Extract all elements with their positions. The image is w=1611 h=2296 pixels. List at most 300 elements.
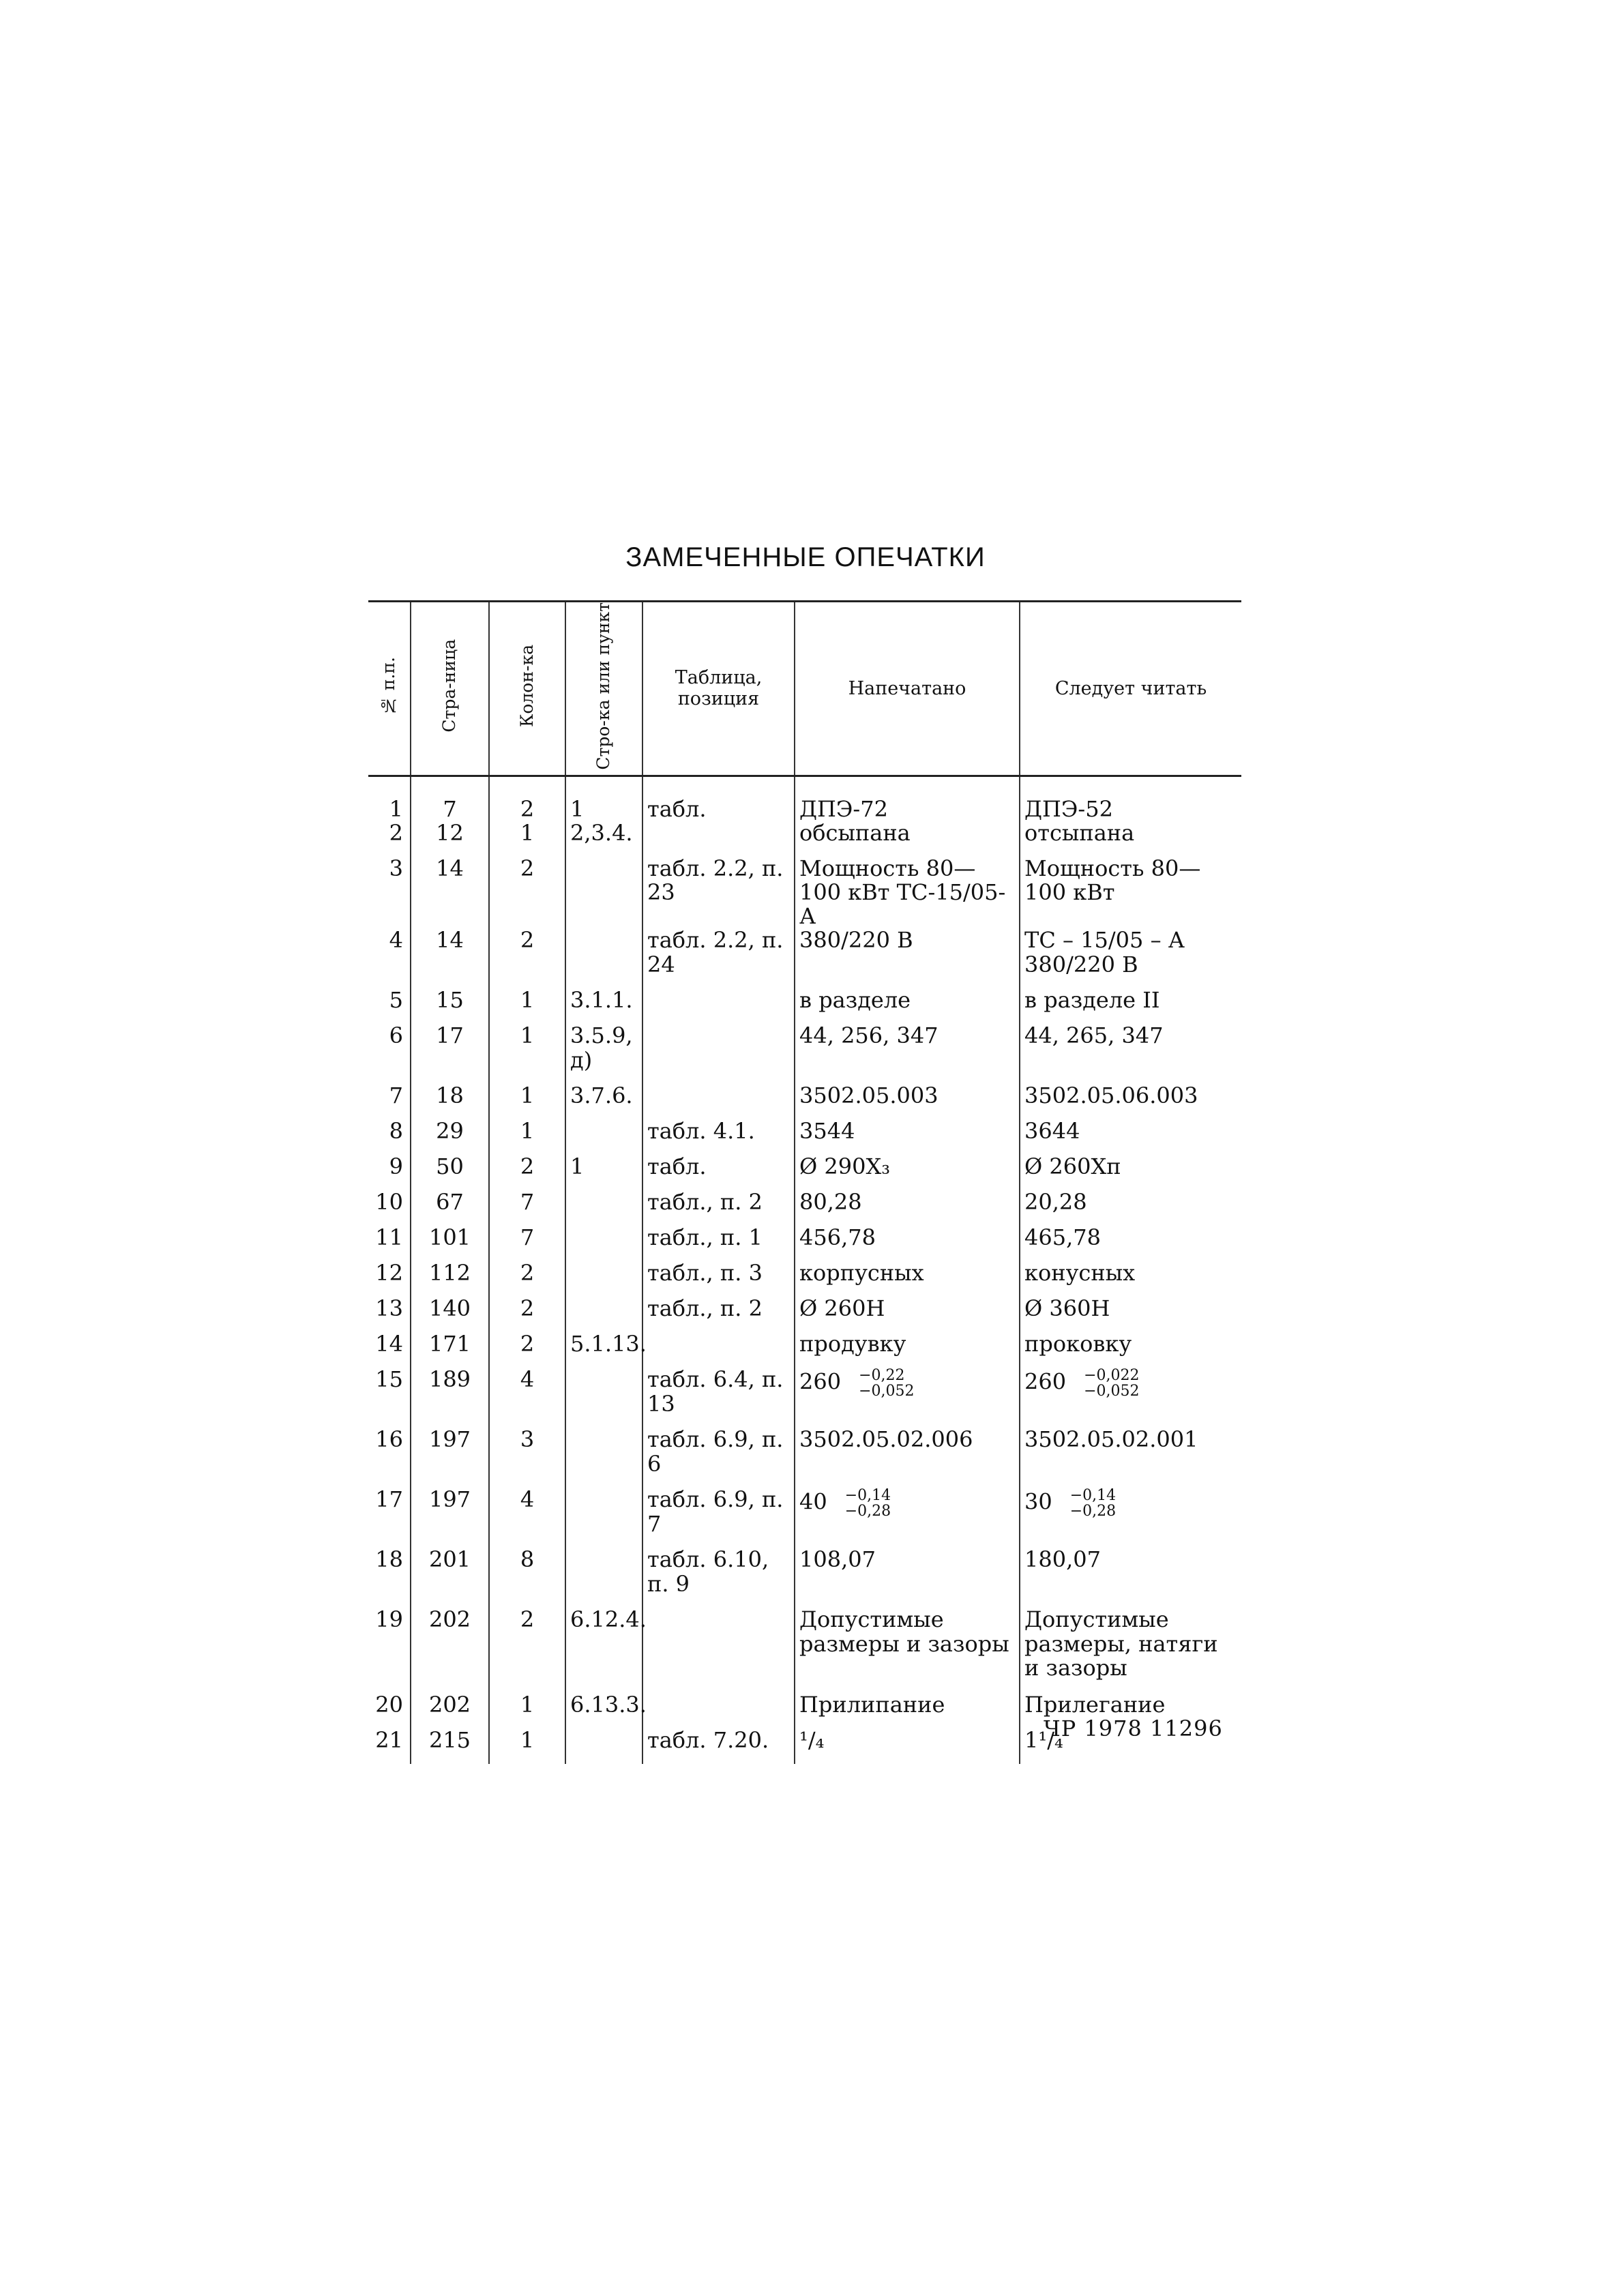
cell-correct-text: 180,07	[1024, 1546, 1101, 1573]
cell-column	[489, 776, 565, 821]
cell-line-text: 1	[570, 1153, 585, 1180]
cell-column	[489, 988, 565, 1024]
header-line: Стро-ка или пункт	[565, 602, 642, 776]
cell-printed	[795, 1084, 1020, 1119]
header-should-read: Следует читать	[1020, 602, 1241, 776]
cell-printed	[795, 1297, 1020, 1332]
cell-correct-text: 30	[1024, 1488, 1052, 1515]
cell-printed	[795, 1428, 1020, 1488]
cell-table-position	[642, 1488, 795, 1548]
cell-line	[565, 988, 642, 1024]
cell-printed-text: в разделе	[799, 987, 911, 1014]
cell-page	[411, 988, 489, 1024]
cell-no	[368, 1428, 411, 1488]
cell-printed	[795, 1119, 1020, 1155]
cell-no-text: 5	[389, 987, 403, 1014]
cell-printed-text: продувку	[799, 1331, 906, 1357]
cell-no	[368, 1693, 411, 1728]
cell-correct-text: 465,78	[1024, 1224, 1101, 1251]
table-row	[368, 1608, 1241, 1693]
cell-page	[411, 1608, 489, 1693]
errata-table	[368, 600, 1241, 1764]
cell-line	[565, 1297, 642, 1332]
cell-no	[368, 1226, 411, 1261]
cell-printed-text: 260	[799, 1368, 842, 1395]
cell-page-text: 202	[428, 1692, 471, 1718]
cell-table-position	[642, 1368, 795, 1428]
cell-table-position-text: табл. 6.10, п. 9	[647, 1546, 769, 1597]
cell-no	[368, 988, 411, 1024]
cell-no-text: 16	[375, 1426, 403, 1453]
cell-printed-text: Ø 260Н	[799, 1295, 885, 1322]
cell-line	[565, 1606, 647, 1693]
cell-column	[489, 1693, 565, 1728]
cell-table-position-text: табл., п. 2	[647, 1189, 763, 1216]
cell-column-text: 2	[520, 1295, 535, 1322]
cell-correct-text: 44, 265, 347	[1024, 1022, 1164, 1049]
cell-printed-text: обсыпана	[799, 819, 911, 846]
footer-code: ЧР 1978 11296	[1044, 1716, 1223, 1741]
cell-no-text: 15	[375, 1366, 403, 1393]
cell-printed-text: 3502.05.02.006	[799, 1426, 973, 1453]
cell-no	[368, 1084, 411, 1119]
tolerance-value: −0,28	[1069, 1503, 1117, 1520]
cell-column-text: 1	[520, 1727, 535, 1754]
cell-page-text: 7	[443, 795, 457, 822]
cell-no-text: 17	[375, 1486, 403, 1513]
cell-no	[368, 821, 411, 857]
table-row	[368, 1024, 1241, 1084]
tolerance-value: −0,052	[859, 1383, 915, 1400]
cell-page	[411, 1226, 489, 1261]
cell-column-text: 1	[520, 1692, 535, 1718]
cell-column	[489, 1608, 565, 1693]
cell-column-text: 1	[520, 1083, 535, 1109]
table-row	[368, 1332, 1241, 1368]
table-row	[368, 857, 1241, 929]
cell-no-text: 3	[389, 855, 403, 881]
cell-column-text: 2	[520, 1153, 535, 1180]
cell-page	[411, 776, 489, 821]
cell-printed	[795, 821, 1020, 857]
cell-correct-text: 260	[1024, 1368, 1067, 1395]
cell-no	[368, 1119, 411, 1155]
cell-column-text: 2	[520, 1331, 535, 1357]
table-row	[368, 1190, 1241, 1226]
cell-no-text: 9	[389, 1153, 403, 1180]
cell-column	[489, 1119, 565, 1155]
cell-page	[411, 1548, 489, 1608]
cell-printed	[795, 1226, 1020, 1261]
cell-line	[565, 928, 642, 988]
cell-line	[565, 1024, 642, 1084]
cell-column-text: 4	[520, 1366, 535, 1393]
cell-line	[565, 1331, 647, 1368]
cell-correct	[1020, 1155, 1241, 1190]
cell-table-position	[642, 1155, 795, 1190]
cell-correct-text: в разделе II	[1024, 987, 1160, 1014]
cell-page	[411, 1084, 489, 1119]
header-no: № п.п.	[368, 602, 411, 776]
cell-column	[489, 1428, 565, 1488]
cell-correct	[1020, 1488, 1241, 1548]
cell-no	[368, 1548, 411, 1608]
cell-column-text: 7	[520, 1189, 535, 1216]
page-title: ЗАМЕЧЕННЫЕ ОПЕЧАТКИ	[625, 542, 986, 572]
cell-column-text: 2	[520, 795, 535, 822]
cell-column	[489, 1297, 565, 1332]
cell-correct-text: Ø 260Хп	[1024, 1153, 1121, 1180]
cell-no	[368, 776, 411, 821]
cell-column-text: 2	[520, 1260, 535, 1286]
header-page: Стра-ница	[411, 602, 489, 776]
cell-printed	[795, 988, 1020, 1024]
cell-column	[489, 1488, 565, 1548]
cell-correct	[1020, 988, 1241, 1024]
cell-table-position	[642, 1190, 795, 1226]
cell-line-text: 3.7.6.	[570, 1083, 633, 1109]
header-table-position: Таблица, позиция	[642, 602, 795, 776]
cell-no-text: 10	[375, 1189, 403, 1216]
cell-correct	[1020, 1084, 1241, 1119]
table-header-row	[368, 602, 1241, 776]
cell-line	[565, 776, 642, 821]
cell-table-position	[642, 1084, 795, 1119]
cell-table-position-text: табл. 2.2, п. 24	[647, 927, 784, 977]
cell-correct	[1020, 1226, 1241, 1261]
cell-column	[489, 821, 565, 857]
table-row	[368, 1261, 1241, 1297]
cell-correct	[1020, 1297, 1241, 1332]
cell-table-position	[642, 1226, 795, 1261]
cell-printed	[795, 1488, 1020, 1548]
cell-correct-text: конусных	[1024, 1260, 1136, 1286]
header-column: Колон-ка	[489, 602, 565, 776]
tolerance-values	[1070, 1488, 1116, 1519]
cell-correct	[1020, 1428, 1241, 1488]
cell-printed	[795, 1261, 1020, 1297]
cell-page	[411, 928, 489, 988]
cell-no-text: 21	[375, 1727, 403, 1754]
cell-line-text: 3.5.9, д)	[570, 1022, 633, 1073]
cell-page-text: 215	[428, 1727, 471, 1754]
tolerance-value: −0,22	[859, 1367, 905, 1385]
table-row	[368, 988, 1241, 1024]
cell-column-text: 2	[520, 1606, 535, 1633]
table-row	[368, 1548, 1241, 1608]
tolerance-value: −0,14	[1069, 1487, 1117, 1505]
cell-table-position	[642, 776, 795, 821]
tolerance-values	[1084, 1368, 1139, 1399]
table-row	[368, 1226, 1241, 1261]
cell-page	[411, 857, 489, 929]
cell-correct-text: 3502.05.02.001	[1024, 1426, 1198, 1453]
cell-page	[411, 1368, 489, 1428]
cell-table-position	[642, 821, 795, 857]
cell-line	[565, 1084, 642, 1119]
cell-page-text: 202	[428, 1606, 471, 1633]
cell-no-text: 1	[389, 795, 403, 822]
cell-table-position	[642, 1261, 795, 1297]
cell-line	[565, 857, 642, 929]
cell-no	[368, 1608, 411, 1693]
table-row	[368, 1297, 1241, 1332]
cell-table-position-text: табл. 2.2, п. 23	[647, 855, 784, 905]
cell-correct	[1020, 1548, 1241, 1608]
cell-table-position-text: табл. 6.4, п. 13	[647, 1366, 784, 1417]
cell-page-text: 189	[428, 1366, 471, 1393]
tolerance-values	[859, 1368, 914, 1399]
cell-table-position	[642, 1332, 795, 1368]
cell-page	[411, 1728, 489, 1764]
cell-table-position	[642, 1548, 795, 1608]
cell-column	[489, 1084, 565, 1119]
cell-page	[411, 1024, 489, 1084]
cell-table-position	[642, 1428, 795, 1488]
cell-correct	[1020, 821, 1241, 857]
cell-line	[565, 1226, 642, 1261]
cell-no-text: 19	[375, 1606, 403, 1633]
cell-table-position-text: табл.	[647, 1153, 707, 1180]
cell-page-text: 67	[436, 1189, 464, 1216]
table-row	[368, 821, 1241, 857]
cell-table-position	[642, 1608, 795, 1693]
cell-correct-text: Ø 360Н	[1024, 1295, 1110, 1322]
cell-line	[565, 1119, 642, 1155]
cell-no-text: 11	[375, 1224, 403, 1251]
cell-printed	[795, 1548, 1020, 1608]
table-row	[368, 1155, 1241, 1190]
cell-no-text: 4	[389, 927, 403, 954]
cell-correct-text: 20,28	[1024, 1189, 1087, 1216]
cell-correct	[1020, 1024, 1241, 1084]
cell-line	[565, 1261, 642, 1297]
cell-printed	[795, 1728, 1020, 1764]
cell-line	[565, 821, 642, 857]
cell-page-text: 197	[428, 1486, 471, 1513]
cell-no	[368, 857, 411, 929]
cell-page-text: 112	[428, 1260, 471, 1286]
cell-page	[411, 1428, 489, 1488]
table-row	[368, 1428, 1241, 1488]
cell-page-text: 14	[436, 855, 464, 881]
cell-printed	[795, 1332, 1020, 1368]
cell-table-position	[642, 1693, 795, 1728]
cell-printed	[795, 1190, 1020, 1226]
cell-column	[489, 1332, 565, 1368]
cell-line-text: 3.1.1.	[570, 987, 633, 1014]
cell-no-text: 13	[375, 1295, 403, 1322]
cell-column	[489, 1548, 565, 1608]
cell-no-text: 8	[389, 1118, 403, 1145]
header-printed: Напечатано	[795, 602, 1020, 776]
cell-line	[565, 1190, 642, 1226]
cell-table-position-text: табл., п. 3	[647, 1260, 763, 1286]
cell-column	[489, 1728, 565, 1764]
cell-table-position	[642, 1728, 795, 1764]
cell-no-text: 6	[389, 1022, 403, 1049]
cell-page-text: 15	[436, 987, 464, 1014]
cell-no	[368, 1728, 411, 1764]
cell-column-text: 3	[520, 1426, 535, 1453]
cell-printed-text: ДПЭ-72	[799, 795, 888, 822]
tolerance-values	[845, 1488, 891, 1519]
cell-no	[368, 1488, 411, 1548]
cell-no	[368, 1155, 411, 1190]
cell-line-text: 5.1.13.	[570, 1331, 647, 1357]
table-row	[368, 1084, 1241, 1119]
cell-correct	[1020, 857, 1241, 929]
cell-printed	[795, 1608, 1020, 1693]
cell-line-text: 1	[570, 795, 585, 822]
cell-correct	[1020, 1608, 1241, 1693]
table-row	[368, 1119, 1241, 1155]
cell-table-position	[642, 928, 795, 988]
cell-correct	[1020, 1368, 1241, 1428]
cell-column-text: 1	[520, 819, 535, 846]
cell-printed-text: Ø 290Х₃	[799, 1153, 891, 1180]
table-row	[368, 928, 1241, 988]
cell-column-text: 2	[520, 855, 535, 881]
cell-page-text: 12	[436, 819, 464, 846]
cell-printed-text: 380/220 В	[799, 927, 913, 954]
cell-page	[411, 1297, 489, 1332]
cell-column	[489, 1024, 565, 1084]
errata-table-container	[368, 600, 1241, 1764]
cell-printed	[795, 857, 1020, 929]
cell-page-text: 171	[428, 1331, 471, 1357]
cell-line-text: 2,3.4.	[570, 819, 633, 846]
cell-correct-text: 3502.05.06.003	[1024, 1083, 1198, 1109]
cell-table-position-text: табл. 6.9, п. 7	[647, 1486, 784, 1537]
cell-printed-text: Мощность 80— 100 кВт ТС-15/05-А	[799, 855, 1006, 930]
cell-no	[368, 1368, 411, 1428]
cell-table-position	[642, 1297, 795, 1332]
table-row	[368, 1368, 1241, 1428]
cell-correct	[1020, 776, 1241, 821]
cell-printed	[795, 776, 1020, 821]
tolerance-value: −0,022	[1084, 1367, 1140, 1385]
cell-no-text: 20	[375, 1692, 403, 1718]
cell-page-text: 18	[436, 1083, 464, 1109]
cell-table-position-text: табл.	[647, 795, 707, 822]
cell-column-text: 1	[520, 987, 535, 1014]
cell-page	[411, 1261, 489, 1297]
cell-printed-text: ¹/₄	[799, 1727, 825, 1754]
cell-page	[411, 1155, 489, 1190]
table-row	[368, 1488, 1241, 1548]
cell-page	[411, 1332, 489, 1368]
cell-printed	[795, 1155, 1020, 1190]
cell-page	[411, 1190, 489, 1226]
cell-no-text: 18	[375, 1546, 403, 1573]
cell-printed	[795, 928, 1020, 988]
cell-correct-text: 3644	[1024, 1118, 1080, 1145]
cell-line	[565, 1548, 642, 1608]
cell-printed	[795, 1368, 1020, 1428]
cell-printed-text: 3502.05.003	[799, 1083, 938, 1109]
cell-printed-text: 3544	[799, 1118, 855, 1145]
cell-column	[489, 1155, 565, 1190]
cell-page-text: 140	[428, 1295, 471, 1322]
tolerance-value: −0,14	[844, 1487, 891, 1505]
cell-page-text: 50	[436, 1153, 464, 1180]
table-row	[368, 776, 1241, 821]
cell-line-text: 6.13.3.	[570, 1692, 647, 1718]
cell-column	[489, 1261, 565, 1297]
cell-correct-text: проковку	[1024, 1331, 1132, 1357]
cell-correct	[1020, 1261, 1241, 1297]
cell-printed-text: 44, 256, 347	[799, 1022, 938, 1049]
cell-page-text: 197	[428, 1426, 471, 1453]
cell-column	[489, 1190, 565, 1226]
cell-page-text: 17	[436, 1022, 464, 1049]
cell-correct	[1020, 1119, 1241, 1155]
cell-correct-text: ДПЭ-52	[1024, 795, 1113, 822]
cell-column-text: 2	[520, 927, 535, 954]
cell-line	[565, 1428, 642, 1488]
cell-table-position	[642, 1024, 795, 1084]
cell-column-text: 4	[520, 1486, 535, 1513]
cell-column	[489, 1368, 565, 1428]
cell-table-position-text: табл. 6.9, п. 6	[647, 1426, 784, 1477]
cell-printed	[795, 1024, 1020, 1084]
cell-no	[368, 1332, 411, 1368]
cell-column-text: 8	[520, 1546, 535, 1573]
cell-no	[368, 928, 411, 988]
cell-no	[368, 1297, 411, 1332]
cell-line	[565, 1692, 647, 1728]
cell-no	[368, 1190, 411, 1226]
cell-printed	[795, 1693, 1020, 1728]
cell-line	[565, 1368, 642, 1428]
cell-printed-text: 40	[799, 1488, 827, 1515]
cell-line	[565, 1728, 642, 1764]
cell-printed-text: Прилипание	[799, 1692, 945, 1718]
cell-line-text: 6.12.4.	[570, 1606, 647, 1633]
cell-page	[411, 1119, 489, 1155]
cell-printed-text: 456,78	[799, 1224, 876, 1251]
cell-correct-text: отсыпана	[1024, 819, 1135, 846]
cell-no	[368, 1261, 411, 1297]
cell-line	[565, 1155, 642, 1190]
cell-page	[411, 1693, 489, 1728]
cell-column-text: 7	[520, 1224, 535, 1251]
cell-no-text: 12	[375, 1260, 403, 1286]
cell-column	[489, 857, 565, 929]
cell-table-position-text: табл., п. 2	[647, 1295, 763, 1322]
cell-correct-text: Мощность 80— 100 кВт	[1024, 855, 1201, 905]
cell-page-text: 14	[436, 927, 464, 954]
cell-table-position	[642, 1119, 795, 1155]
tolerance-value: −0,28	[844, 1503, 891, 1520]
cell-correct	[1020, 1332, 1241, 1368]
cell-page-text: 201	[428, 1546, 471, 1573]
cell-table-position-text: табл. 4.1.	[647, 1118, 755, 1145]
errata-table-body	[368, 776, 1241, 1764]
cell-no-text: 2	[389, 819, 403, 846]
cell-column	[489, 928, 565, 988]
tolerance-value: −0,052	[1084, 1383, 1140, 1400]
cell-column	[489, 1226, 565, 1261]
cell-column-text: 1	[520, 1022, 535, 1049]
cell-page-text: 101	[428, 1224, 471, 1251]
cell-printed-text: корпусных	[799, 1260, 924, 1286]
cell-column-text: 1	[520, 1118, 535, 1145]
cell-no-text: 14	[375, 1331, 403, 1357]
cell-table-position-text: табл. 7.20.	[647, 1727, 769, 1754]
cell-correct	[1020, 928, 1241, 988]
